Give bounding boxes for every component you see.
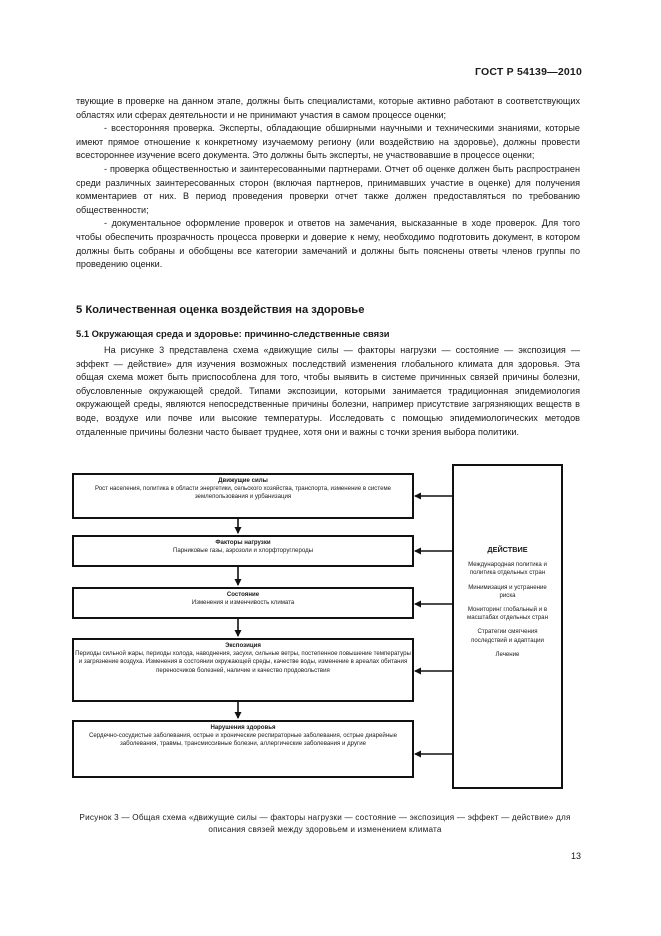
paragraph-continuation: твующие в проверке на данном этапе, должны быть специалистами, которые активно работают в соответствующих областях или сферах деятельности и не принимают участия в самом процессе оценки; [76,96,580,120]
box-pressures-text: Парниковые газы, аэрозоли и хлорфторуглероды [172,547,314,555]
paragraph-comprehensive-review: - всесторонняя проверка. Эксперты, обладающие обширными научными и техническими знаниями, которые имеют прямое отношение к конкретному изучаемому региону (или воздействию на здоровье), должны провести всестороннее изучение всего документа. Это должны быть эксперты, не участвовавшие в процессе оценки; [76,123,580,161]
intro-text [76,344,580,439]
section-title: 5 Количественная оценка воздействия на здоровье [76,304,365,316]
action-item-monitoring: Мониторинг глобальный и в масштабах отдельных стран [467,606,548,622]
figure-3-diagram [60,464,580,800]
page-number: 13 [570,851,581,861]
figure-caption: Рисунок 3 — Общая схема «движущие силы — факторы нагрузки — состояние — экспозиция — эффект — действие» для описания связей между здоровьем и изменением климата [79,813,571,834]
action-item-treatment: Лечение [495,650,520,658]
box-exposure-text: Периоды сильной жары, периоды холода, наводнения, засухи, сильные ветры, постепенное повышение температуры и загрязнение воздуха. Изменения в состоянии окружающей среды, качестве воды, изменение в ареалах обитания переносчиков болезней, наличие и качество продовольствия [75,650,411,674]
box-action [452,464,563,789]
box-driving-forces-title: Движущие силы [218,477,268,484]
box-exposure-title: Экспозиция [225,642,261,649]
box-pressures [72,535,414,567]
action-item-risk-reduction: Минимизация и устранение риска [468,583,547,599]
action-item-mitigation: Стратегии смягчения последствий и адаптации [471,628,544,644]
subsection-title: 5.1 Окружающая среда и здоровье: причинно-следственные связи [76,328,390,339]
document-header: ГОСТ Р 54139—2010 [474,66,582,78]
box-health-effects-title: Нарушения здоровья [210,724,276,731]
box-health-effects [72,720,414,778]
box-health-effects-text: Сердечно-сосудистые заболевания, острые и хронические респираторные заболевания, острые диарейные заболевания, травмы, трансмиссивные болезни, аллергические заболевания и другие [89,732,397,748]
intro-paragraph: На рисунке 3 представлена схема «движущие силы — факторы нагрузки — состояние — экспозиция — эффект — действие» для изучения возможных последствий изменения глобального климата для здоровья. Эта общая схема может быть приспособлена для того, чтобы выявить в системе причинных связей причины болезни, обусловленные окружающей средой. Типами экспозиции, которыми занимается традиционная эпидемиология окружающей среды, являются непосредственные причины болезни, например присутствие загрязняющих веществ в воде, воздухе или почве или высокие температуры. Исследовать с помощью эпидемиологических методов отдаленные причины болезни часто бывает труднее, хотя они и важны с точки зрения выбора политики. [76,345,580,437]
box-state [72,587,414,619]
paragraph-public-review: - проверка общественностью и заинтересованными партнерами. Отчет об оценке должен быть распространен среди различных заинтересованных сторон (включая партнеров, принимавших участие в оценке) для получения комментариев от них. В период проведения проверки отчет также должен предоставляться по требованию общественности; [76,163,580,215]
box-pressures-title: Факторы нагрузки [215,539,271,546]
box-driving-forces-text: Рост населения, политика в области энергетики, сельского хозяйства, транспорта, изменение в системе землепользования и урбанизация [94,485,392,501]
body-text [76,95,580,272]
paragraph-documentation: - документальное оформление проверок и ответов на замечания, высказанные в ходе проверок. Для того чтобы обеспечить прозрачность процесса проверки и доверие к нему, необходимо подготовить документ, в котором должны быть собраны и обобщены все категории замечаний и должны быть пояснены ответы членов группы по проведению оценки. [76,218,580,270]
box-exposure [72,638,414,702]
box-action-title: ДЕЙСТВИЕ [487,545,528,554]
box-driving-forces [72,473,414,519]
box-state-title: Состояние [226,591,260,598]
action-item-policy: Международная политика и политика отдельных стран [468,561,547,577]
box-state-text: Изменения и изменчивость климата [191,599,295,607]
